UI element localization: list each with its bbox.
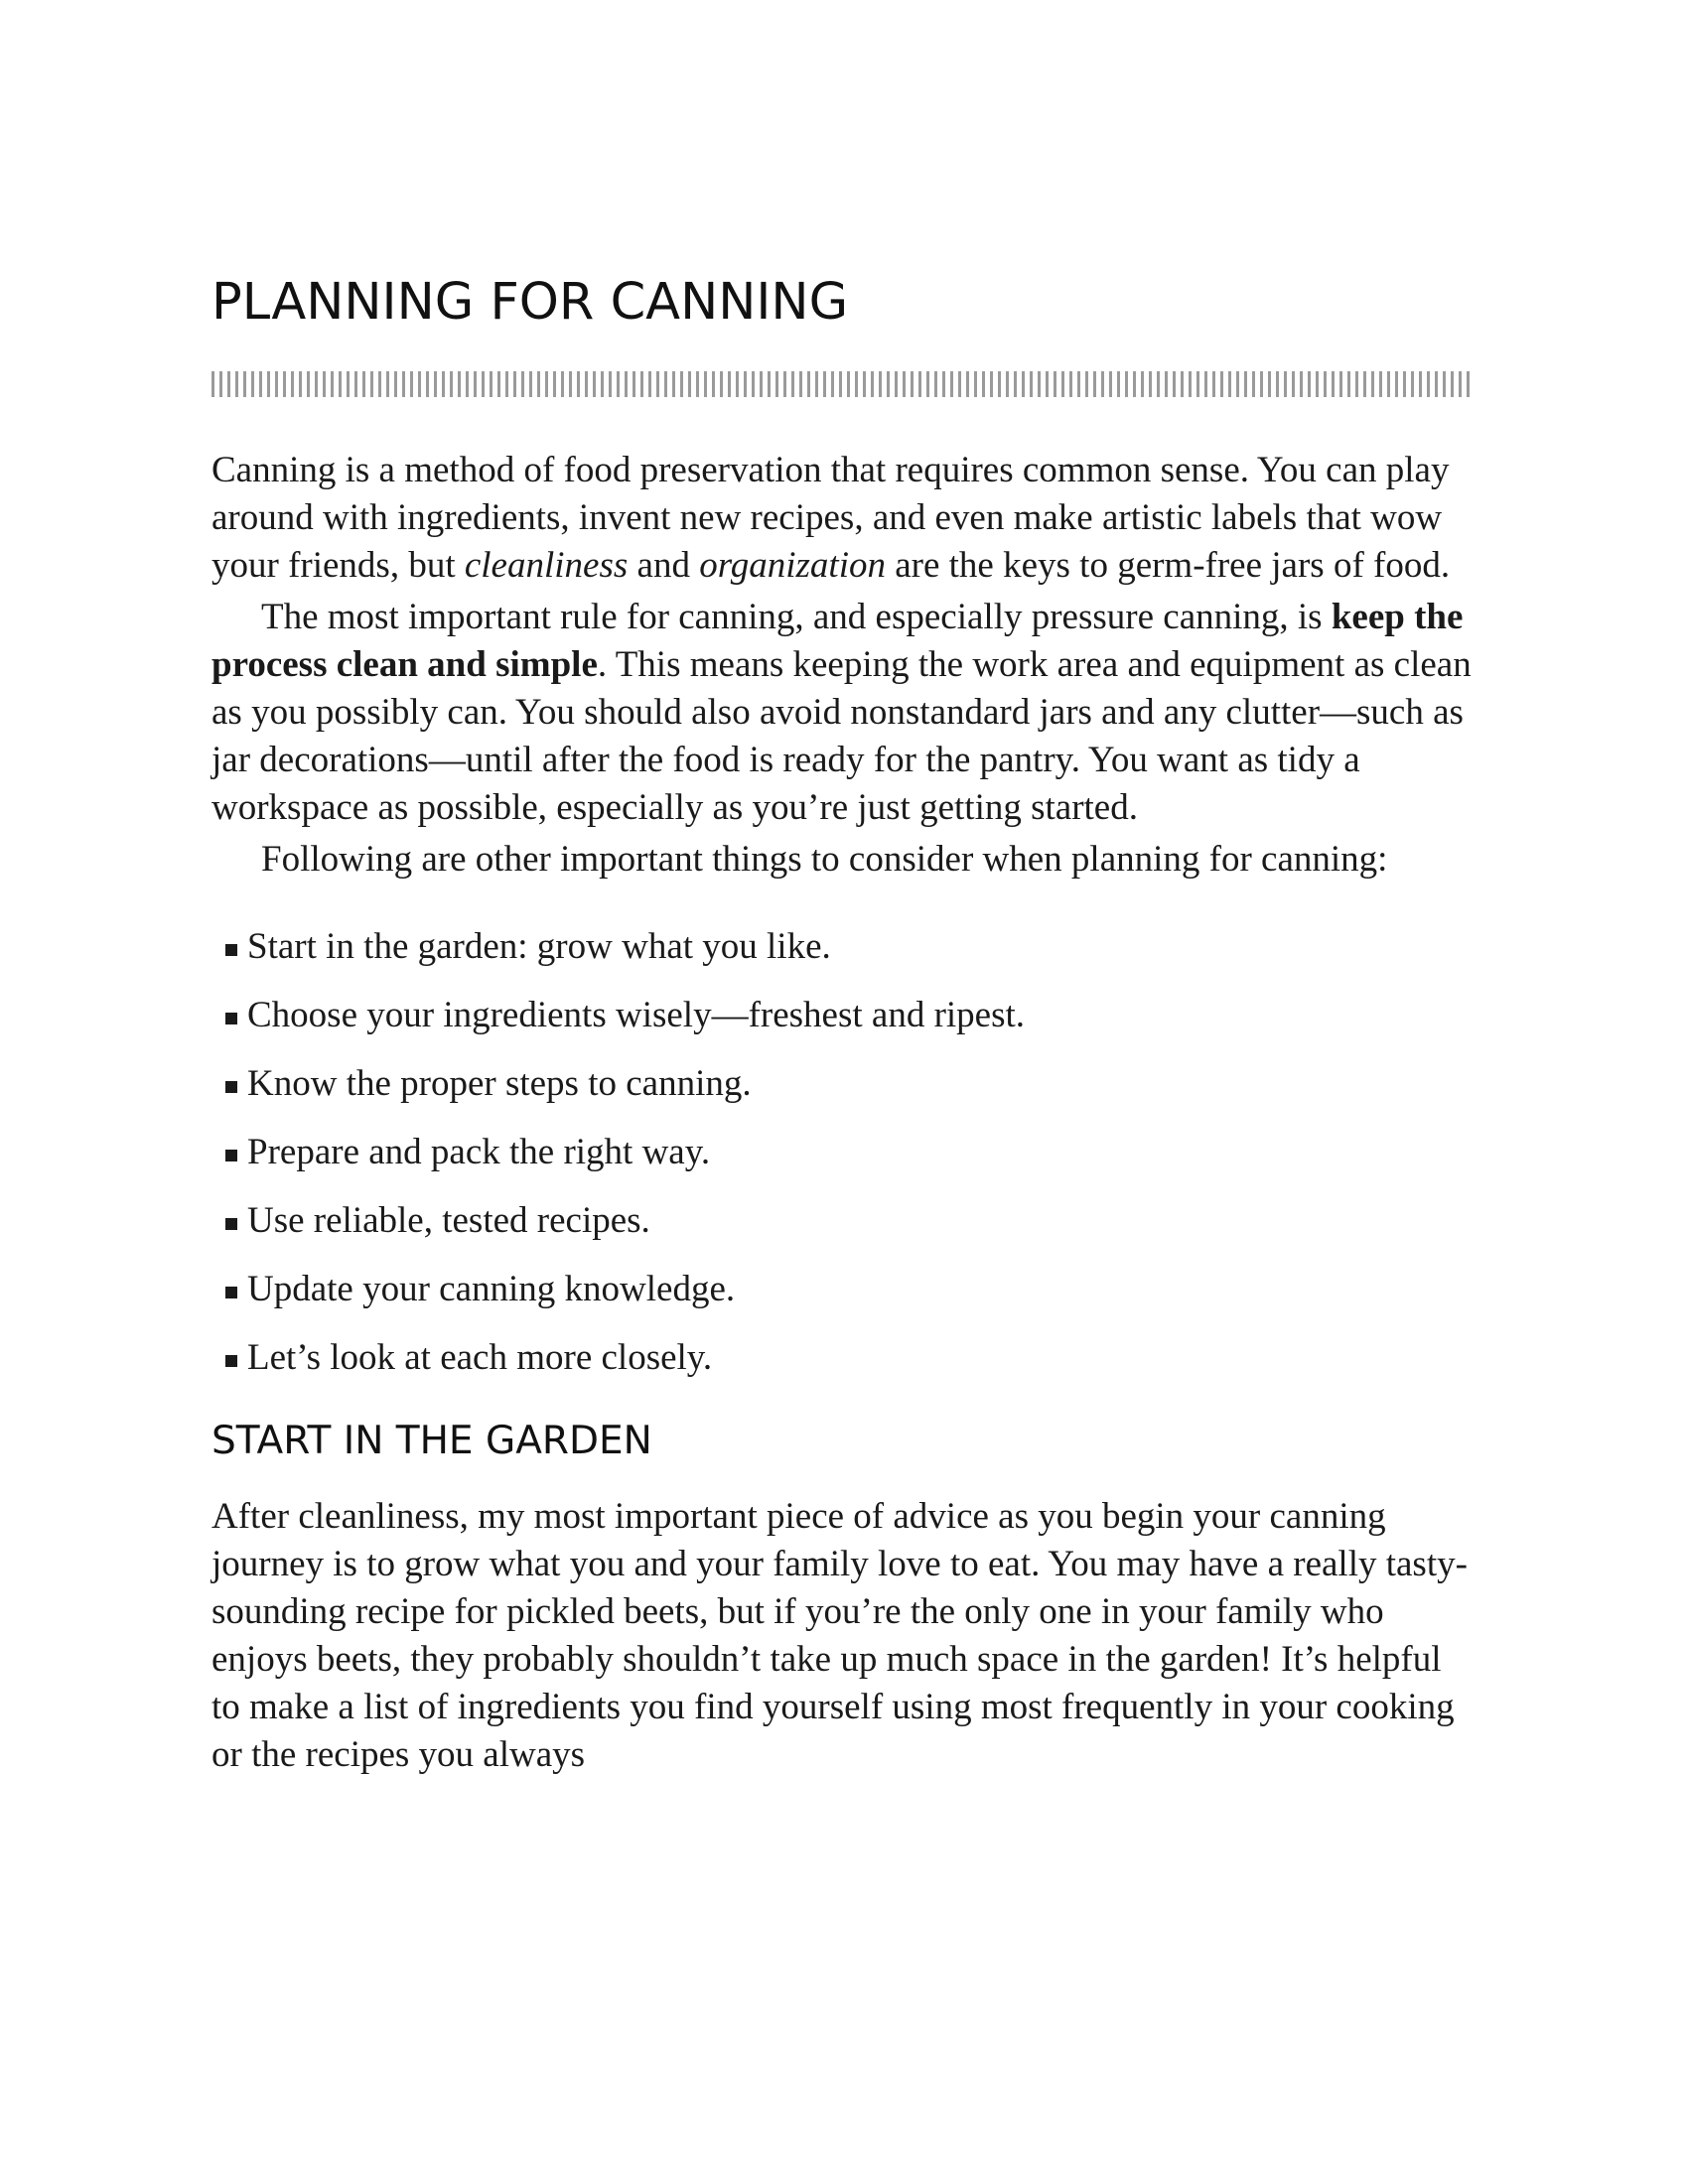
title-divider: [211, 371, 1471, 397]
list-item-text: Start in the garden: grow what you like.: [247, 926, 831, 967]
list-item-text: Let’s look at each more closely.: [247, 1337, 713, 1378]
square-bullet-icon: [225, 1218, 237, 1230]
list-item: [211, 1060, 1473, 1108]
considerations-list: [211, 923, 1473, 1382]
bold-rule: keep the process clean and simple: [211, 597, 1464, 685]
square-bullet-icon: [225, 1150, 237, 1161]
list-item-text: Know the proper steps to canning.: [247, 1063, 752, 1104]
text-run: The most important rule for canning, and especially pressure canning, is: [261, 597, 1332, 637]
square-bullet-icon: [225, 1081, 237, 1093]
text-run: . This means keeping the work area and equipment as clean as you possibly can. You should also avoid nonstandard jars and any clutter—such as jar decorations—until after the food is ready for the pantry. You want as tidy a workspace as possible, especially as you’re just getting started.: [211, 644, 1472, 828]
list-item-text: Use reliable, tested recipes.: [247, 1200, 650, 1241]
text-run: Canning is a method of food preservation that requires common sense. You can play around with ingredients, invent new recipes, and even make artistic labels that wow your friends, but: [211, 450, 1450, 586]
square-bullet-icon: [225, 1355, 237, 1367]
list-item: [211, 923, 1473, 971]
page-title: PLANNING FOR CANNING: [211, 273, 849, 332]
emphasis-cleanliness: cleanliness: [464, 545, 629, 586]
list-item: [211, 1197, 1473, 1245]
list-item: [211, 1334, 1473, 1382]
emphasis-organization: organization: [699, 545, 886, 586]
list-item-text: Prepare and pack the right way.: [247, 1132, 711, 1172]
section-paragraph-1: After cleanliness, my most important piece of advice as you begin your canning journey is to grow what you and your family love to eat. You may have a really tasty-sounding recipe for pickled beets, but if you’re the only one in your family who enjoys beets, they probably shouldn’t take up much space in the garden! It’s helpful to make a list of ingredients you find yourself using most frequently in your cooking or the recipes you always: [211, 1496, 1468, 1775]
intro-paragraph-3: Following are other important things to consider when planning for canning:: [261, 839, 1388, 880]
intro-paragraph-1: [211, 447, 1473, 590]
square-bullet-icon: [225, 944, 237, 956]
text-run: and: [628, 545, 700, 586]
list-item: [211, 1129, 1473, 1176]
list-item: [211, 992, 1473, 1039]
page-content: [211, 270, 1473, 1779]
intro-paragraph-2: [211, 594, 1473, 832]
list-item-text: Update your canning knowledge.: [247, 1269, 736, 1309]
square-bullet-icon: [225, 1287, 237, 1298]
list-item: [211, 1266, 1473, 1313]
square-bullet-icon: [225, 1013, 237, 1024]
section-heading: START IN THE GARDEN: [211, 1419, 652, 1463]
list-item-text: Choose your ingredients wisely—freshest and ripest.: [247, 995, 1026, 1035]
text-run: are the keys to germ-free jars of food.: [885, 545, 1451, 586]
